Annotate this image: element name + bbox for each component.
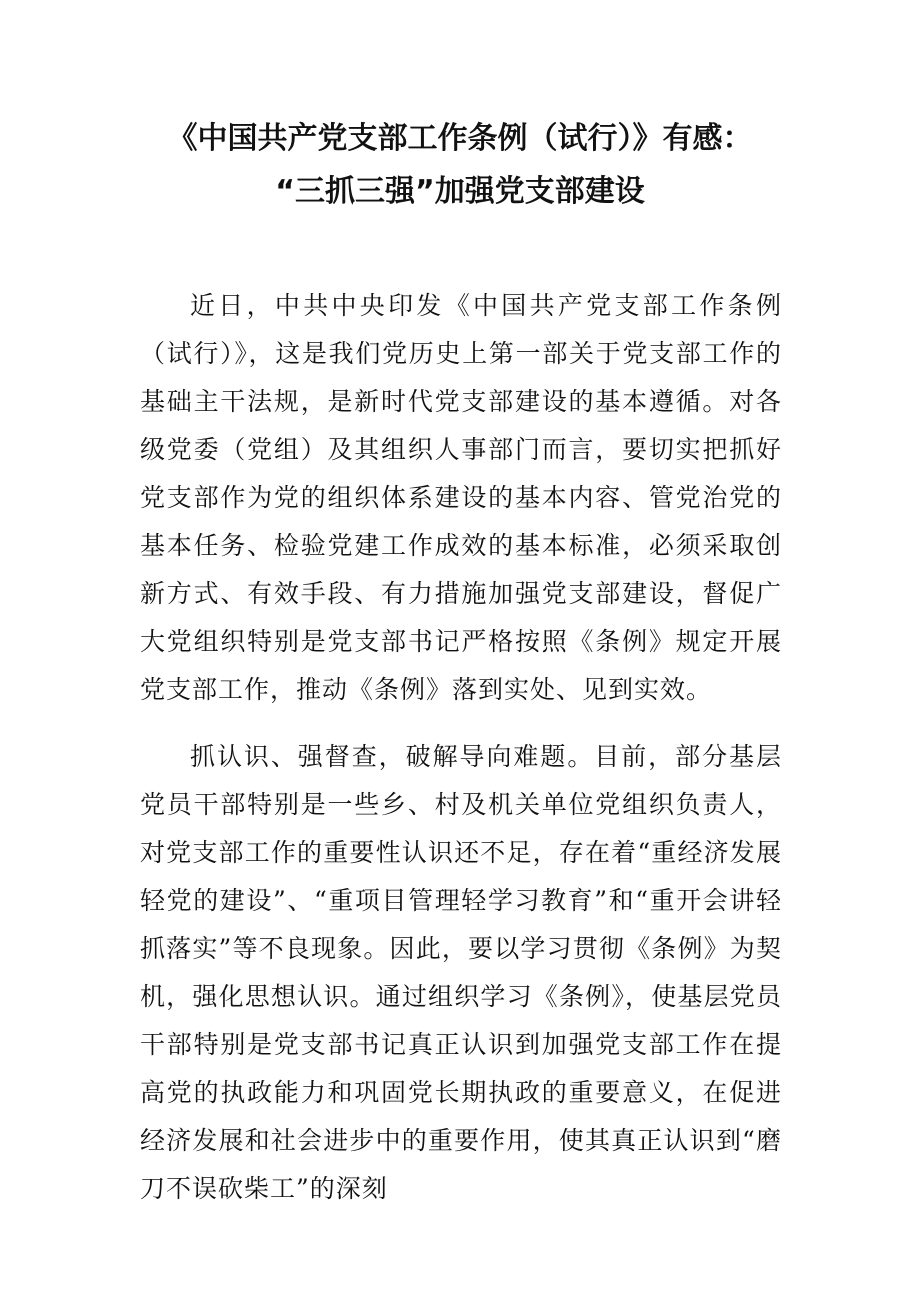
title-line-2: “三抓三强”加强党支部建设 <box>275 174 645 209</box>
document-title <box>110 112 810 218</box>
title-line-1: 《中国共产党支部工作条例（试行）》有感： <box>167 121 753 156</box>
paragraph-2: 抓认识、强督查，破解导向难题。目前，部分基层党员干部特别是一些乡、村及机关单位党组织负责人，对党支部工作的重要性认识还不足，存在着“重经济发展轻党的建设”、“重项目管理轻学习教育”和“重开会讲轻抓落实”等不良现象。因此，要以学习贯彻《条例》为契机，强化思想认识。通过组织学习《条例》，使基层党员干部特别是党支部书记真正认识到加强党支部工作在提高党的执政能力和巩固党长期执政的重要意义，在促进经济发展和社会进步中的重要作用，使其真正认识到“磨刀不误砍柴工”的深刻 <box>140 742 782 1203</box>
paragraph-1: 近日，中共中央印发《中国共产党支部工作条例（试行）》，这是我们党历史上第一部关于党支部工作的基础主干法规，是新时代党支部建设的基本遵循。对各级党委（党组）及其组织人事部门而言，要切实把抓好党支部作为党的组织体系建设的基本内容、管党治党的基本任务、检验党建工作成效的基本标准，必须采取创新方式、有效手段、有力措施加强党支部建设，督促广大党组织特别是党支部书记严格按照《条例》规定开展党支部工作，推动《条例》落到实处、见到实效。 <box>140 291 782 704</box>
document-body <box>140 282 782 1232</box>
